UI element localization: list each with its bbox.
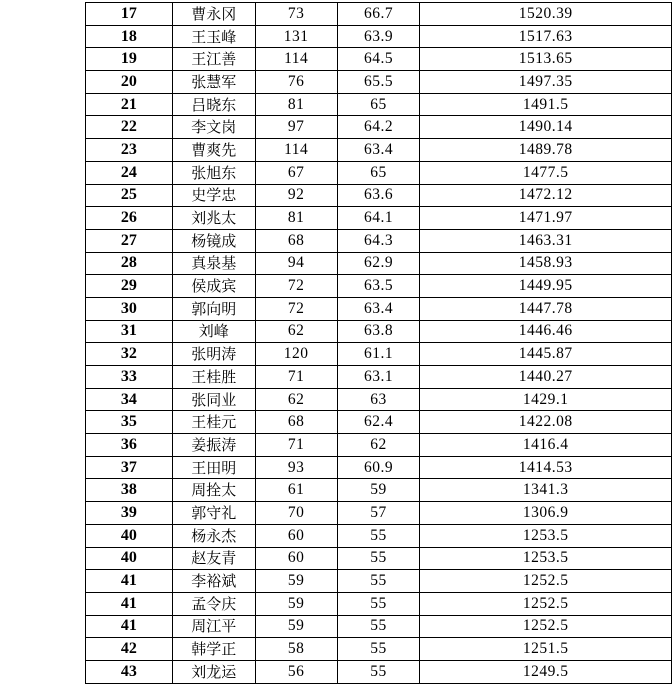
name-cell: 姜振涛 xyxy=(172,434,255,457)
count-cell: 60 xyxy=(255,547,337,570)
rank-cell: 41 xyxy=(86,570,173,593)
ranking-table-body xyxy=(86,3,672,684)
rank-cell: 24 xyxy=(86,161,173,184)
name-cell: 曹永冈 xyxy=(172,3,255,26)
total-score-cell: 1429.1 xyxy=(420,388,672,411)
rank-cell: 35 xyxy=(86,411,173,434)
total-score-cell: 1447.78 xyxy=(420,297,672,320)
total-score-cell: 1440.27 xyxy=(420,366,672,389)
table-row xyxy=(86,660,672,683)
total-score-cell: 1414.53 xyxy=(420,456,672,479)
value-cell: 55 xyxy=(337,638,420,661)
value-cell: 65 xyxy=(337,93,420,116)
value-cell: 63.5 xyxy=(337,275,420,298)
rank-cell: 40 xyxy=(86,547,173,570)
value-cell: 65 xyxy=(337,161,420,184)
table-row xyxy=(86,479,672,502)
value-cell: 63.6 xyxy=(337,184,420,207)
table-row xyxy=(86,229,672,252)
count-cell: 92 xyxy=(255,184,337,207)
table-row xyxy=(86,25,672,48)
rank-cell: 28 xyxy=(86,252,173,275)
table-row xyxy=(86,116,672,139)
count-cell: 68 xyxy=(255,411,337,434)
rank-cell: 21 xyxy=(86,93,173,116)
count-cell: 81 xyxy=(255,93,337,116)
count-cell: 67 xyxy=(255,161,337,184)
rank-cell: 41 xyxy=(86,592,173,615)
total-score-cell: 1458.93 xyxy=(420,252,672,275)
name-cell: 张旭东 xyxy=(172,161,255,184)
count-cell: 61 xyxy=(255,479,337,502)
name-cell: 刘兆太 xyxy=(172,207,255,230)
value-cell: 62.9 xyxy=(337,252,420,275)
count-cell: 59 xyxy=(255,592,337,615)
name-cell: 李文岗 xyxy=(172,116,255,139)
name-cell: 曹爽先 xyxy=(172,139,255,162)
name-cell: 王江善 xyxy=(172,48,255,71)
name-cell: 李裕斌 xyxy=(172,570,255,593)
count-cell: 68 xyxy=(255,229,337,252)
value-cell: 63 xyxy=(337,388,420,411)
rank-cell: 30 xyxy=(86,297,173,320)
rank-cell: 25 xyxy=(86,184,173,207)
count-cell: 56 xyxy=(255,660,337,683)
table-row xyxy=(86,524,672,547)
ranking-table xyxy=(85,2,672,684)
value-cell: 64.2 xyxy=(337,116,420,139)
count-cell: 62 xyxy=(255,388,337,411)
total-score-cell: 1471.97 xyxy=(420,207,672,230)
name-cell: 张同业 xyxy=(172,388,255,411)
count-cell: 97 xyxy=(255,116,337,139)
name-cell: 史学忠 xyxy=(172,184,255,207)
total-score-cell: 1446.46 xyxy=(420,320,672,343)
total-score-cell: 1422.08 xyxy=(420,411,672,434)
name-cell: 侯成宾 xyxy=(172,275,255,298)
total-score-cell: 1252.5 xyxy=(420,570,672,593)
value-cell: 63.8 xyxy=(337,320,420,343)
total-score-cell: 1249.5 xyxy=(420,660,672,683)
name-cell: 郭守礼 xyxy=(172,502,255,525)
count-cell: 114 xyxy=(255,48,337,71)
count-cell: 62 xyxy=(255,320,337,343)
name-cell: 刘峰 xyxy=(172,320,255,343)
total-score-cell: 1251.5 xyxy=(420,638,672,661)
table-row xyxy=(86,161,672,184)
table-row xyxy=(86,343,672,366)
total-score-cell: 1463.31 xyxy=(420,229,672,252)
name-cell: 王田明 xyxy=(172,456,255,479)
value-cell: 65.5 xyxy=(337,71,420,94)
rank-cell: 34 xyxy=(86,388,173,411)
count-cell: 59 xyxy=(255,570,337,593)
name-cell: 周江平 xyxy=(172,615,255,638)
count-cell: 131 xyxy=(255,25,337,48)
value-cell: 63.9 xyxy=(337,25,420,48)
total-score-cell: 1491.5 xyxy=(420,93,672,116)
name-cell: 郭向明 xyxy=(172,297,255,320)
value-cell: 55 xyxy=(337,592,420,615)
value-cell: 62 xyxy=(337,434,420,457)
table-row xyxy=(86,3,672,26)
rank-cell: 38 xyxy=(86,479,173,502)
value-cell: 64.1 xyxy=(337,207,420,230)
table-row xyxy=(86,184,672,207)
rank-cell: 43 xyxy=(86,660,173,683)
name-cell: 王玉峰 xyxy=(172,25,255,48)
rank-cell: 19 xyxy=(86,48,173,71)
rank-cell: 40 xyxy=(86,524,173,547)
value-cell: 55 xyxy=(337,660,420,683)
count-cell: 114 xyxy=(255,139,337,162)
table-row xyxy=(86,93,672,116)
rank-cell: 32 xyxy=(86,343,173,366)
table-row xyxy=(86,48,672,71)
name-cell: 真泉基 xyxy=(172,252,255,275)
value-cell: 64.3 xyxy=(337,229,420,252)
total-score-cell: 1490.14 xyxy=(420,116,672,139)
rank-cell: 36 xyxy=(86,434,173,457)
value-cell: 63.4 xyxy=(337,139,420,162)
name-cell: 王桂元 xyxy=(172,411,255,434)
table-row xyxy=(86,547,672,570)
count-cell: 60 xyxy=(255,524,337,547)
rank-cell: 22 xyxy=(86,116,173,139)
count-cell: 59 xyxy=(255,615,337,638)
name-cell: 孟令庆 xyxy=(172,592,255,615)
table-row xyxy=(86,297,672,320)
total-score-cell: 1472.12 xyxy=(420,184,672,207)
rank-cell: 20 xyxy=(86,71,173,94)
rank-cell: 33 xyxy=(86,366,173,389)
name-cell: 周拴太 xyxy=(172,479,255,502)
value-cell: 55 xyxy=(337,524,420,547)
value-cell: 63.4 xyxy=(337,297,420,320)
count-cell: 71 xyxy=(255,434,337,457)
name-cell: 张明涛 xyxy=(172,343,255,366)
rank-cell: 31 xyxy=(86,320,173,343)
table-row xyxy=(86,388,672,411)
table-row xyxy=(86,320,672,343)
rank-cell: 41 xyxy=(86,615,173,638)
count-cell: 72 xyxy=(255,275,337,298)
total-score-cell: 1489.78 xyxy=(420,139,672,162)
value-cell: 63.1 xyxy=(337,366,420,389)
table-row xyxy=(86,275,672,298)
name-cell: 赵友青 xyxy=(172,547,255,570)
name-cell: 王桂胜 xyxy=(172,366,255,389)
total-score-cell: 1497.35 xyxy=(420,71,672,94)
table-row xyxy=(86,434,672,457)
total-score-cell: 1253.5 xyxy=(420,547,672,570)
rank-cell: 27 xyxy=(86,229,173,252)
rank-cell: 23 xyxy=(86,139,173,162)
total-score-cell: 1445.87 xyxy=(420,343,672,366)
rank-cell: 26 xyxy=(86,207,173,230)
name-cell: 张慧军 xyxy=(172,71,255,94)
name-cell: 韩学正 xyxy=(172,638,255,661)
rank-cell: 29 xyxy=(86,275,173,298)
count-cell: 120 xyxy=(255,343,337,366)
value-cell: 60.9 xyxy=(337,456,420,479)
rank-cell: 17 xyxy=(86,3,173,26)
table-row xyxy=(86,207,672,230)
count-cell: 81 xyxy=(255,207,337,230)
rank-cell: 18 xyxy=(86,25,173,48)
table-row xyxy=(86,71,672,94)
name-cell: 杨永杰 xyxy=(172,524,255,547)
value-cell: 59 xyxy=(337,479,420,502)
total-score-cell: 1252.5 xyxy=(420,592,672,615)
value-cell: 55 xyxy=(337,570,420,593)
value-cell: 55 xyxy=(337,615,420,638)
table-row xyxy=(86,411,672,434)
total-score-cell: 1253.5 xyxy=(420,524,672,547)
total-score-cell: 1252.5 xyxy=(420,615,672,638)
table-row xyxy=(86,638,672,661)
table-row xyxy=(86,615,672,638)
table-row xyxy=(86,456,672,479)
table-row xyxy=(86,570,672,593)
rank-cell: 39 xyxy=(86,502,173,525)
total-score-cell: 1517.63 xyxy=(420,25,672,48)
rank-cell: 42 xyxy=(86,638,173,661)
value-cell: 66.7 xyxy=(337,3,420,26)
count-cell: 94 xyxy=(255,252,337,275)
count-cell: 93 xyxy=(255,456,337,479)
total-score-cell: 1449.95 xyxy=(420,275,672,298)
total-score-cell: 1306.9 xyxy=(420,502,672,525)
table-row xyxy=(86,502,672,525)
table-row xyxy=(86,592,672,615)
value-cell: 55 xyxy=(337,547,420,570)
value-cell: 62.4 xyxy=(337,411,420,434)
name-cell: 杨镜成 xyxy=(172,229,255,252)
count-cell: 76 xyxy=(255,71,337,94)
name-cell: 吕晓东 xyxy=(172,93,255,116)
total-score-cell: 1416.4 xyxy=(420,434,672,457)
value-cell: 57 xyxy=(337,502,420,525)
table-row xyxy=(86,139,672,162)
count-cell: 72 xyxy=(255,297,337,320)
total-score-cell: 1341.3 xyxy=(420,479,672,502)
rank-cell: 37 xyxy=(86,456,173,479)
count-cell: 73 xyxy=(255,3,337,26)
total-score-cell: 1477.5 xyxy=(420,161,672,184)
count-cell: 58 xyxy=(255,638,337,661)
total-score-cell: 1513.65 xyxy=(420,48,672,71)
table-row xyxy=(86,366,672,389)
table-row xyxy=(86,252,672,275)
value-cell: 61.1 xyxy=(337,343,420,366)
name-cell: 刘龙运 xyxy=(172,660,255,683)
count-cell: 71 xyxy=(255,366,337,389)
value-cell: 64.5 xyxy=(337,48,420,71)
count-cell: 70 xyxy=(255,502,337,525)
total-score-cell: 1520.39 xyxy=(420,3,672,26)
